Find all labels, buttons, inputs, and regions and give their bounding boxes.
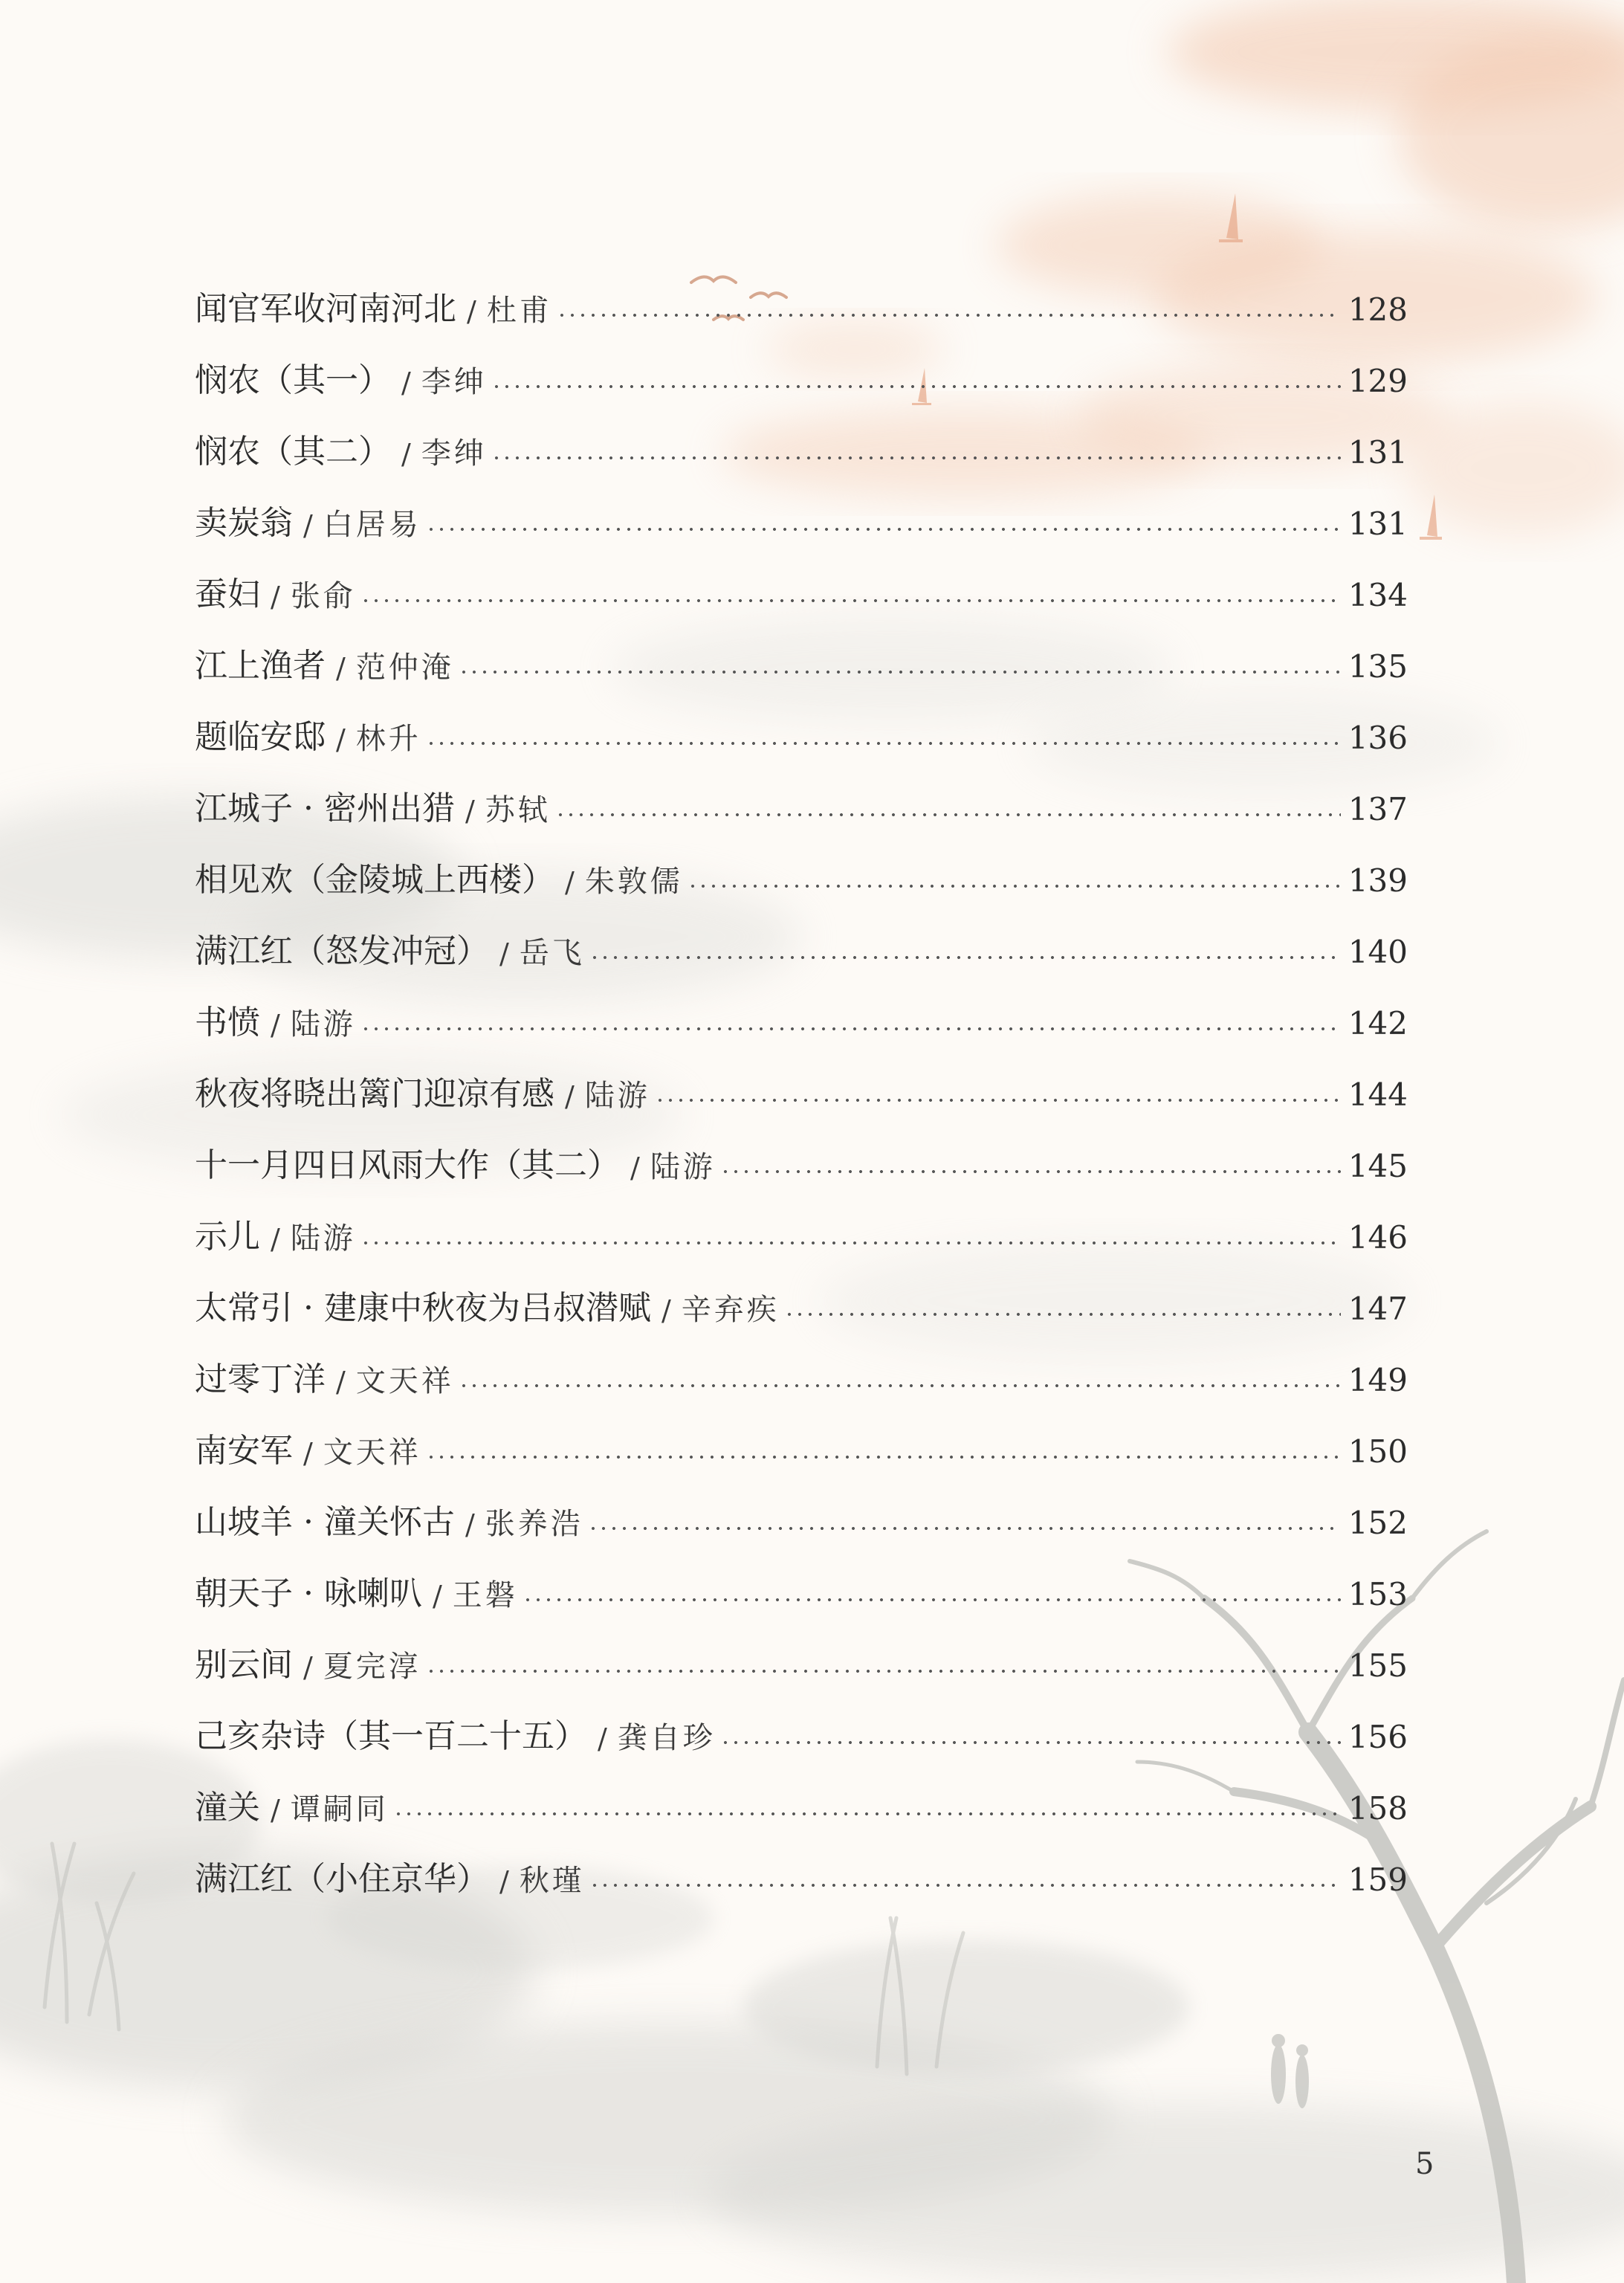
toc-entry-page: 136 <box>1348 720 1408 756</box>
toc-entry-separator: / <box>303 1651 313 1684</box>
toc-entry[interactable] <box>195 1182 1408 1256</box>
toc-entry-author: 辛弃疾 <box>681 1293 780 1327</box>
toc-entry-separator: / <box>630 1152 640 1184</box>
toc-entry-page: 131 <box>1348 434 1408 471</box>
toc-entry-title: 太常引 · 建康中秋夜为吕叔潜赋 <box>195 1289 651 1327</box>
toc-entry-author: 朱敦儒 <box>584 865 683 899</box>
toc-entry-author: 陆游 <box>290 1007 356 1042</box>
toc-entry-page: 139 <box>1348 862 1408 899</box>
toc-entry-separator: / <box>336 723 346 756</box>
page-number: 5 <box>1415 2147 1434 2181</box>
toc-entry-page: 147 <box>1348 1291 1408 1327</box>
toc-entry[interactable] <box>195 326 1408 397</box>
toc-entry-separator: / <box>271 1009 280 1042</box>
toc-entry-title: 别云间 <box>195 1646 293 1684</box>
toc-entry-page: 153 <box>1348 1576 1408 1612</box>
toc-entry-author: 文天祥 <box>323 1436 421 1470</box>
toc-dot-leader <box>459 669 1341 675</box>
toc-entry[interactable] <box>195 1325 1408 1396</box>
toc-entry-separator: / <box>465 795 475 827</box>
toc-entry-author: 秋瑾 <box>519 1864 585 1898</box>
toc-entry[interactable] <box>195 682 1408 754</box>
toc-entry-page: 152 <box>1348 1505 1408 1541</box>
toc-entry-title: 江上渔者 <box>195 647 326 685</box>
toc-entry-title: 满江红（怒发冲冠） <box>195 932 489 970</box>
toc-entry-author: 张俞 <box>290 579 356 613</box>
toc-entry-separator: / <box>661 1294 671 1327</box>
toc-dot-leader <box>459 1383 1341 1389</box>
toc-entry-title: 闻官军收河南河北 <box>195 290 456 328</box>
toc-entry-author: 谭嗣同 <box>290 1792 389 1827</box>
toc-dot-leader <box>393 1811 1341 1817</box>
toc-entry-page: 135 <box>1348 648 1408 685</box>
toc-dot-leader <box>360 1240 1341 1246</box>
toc-entry[interactable] <box>195 1682 1408 1753</box>
toc-entry[interactable] <box>195 540 1408 611</box>
toc-entry-separator: / <box>465 1508 475 1541</box>
toc-entry-title: 示儿 <box>195 1218 260 1256</box>
toc-entry-author: 龚自珍 <box>617 1721 716 1755</box>
toc-dot-leader <box>491 455 1341 461</box>
toc-entry-separator: / <box>303 1437 313 1470</box>
toc-entry-separator: / <box>598 1722 607 1755</box>
toc-dot-leader <box>523 1597 1341 1603</box>
toc-entry[interactable] <box>195 1824 1408 1896</box>
toc-entry[interactable] <box>195 1396 1408 1470</box>
toc-entry-separator: / <box>303 509 313 542</box>
toc-entry-title: 山坡羊 · 潼关怀古 <box>195 1503 455 1541</box>
toc-dot-leader <box>589 955 1341 960</box>
toc-entry-page: 156 <box>1348 1719 1408 1755</box>
toc-entry-title: 书愤 <box>195 1004 260 1042</box>
toc-dot-leader <box>555 812 1341 818</box>
toc-entry[interactable] <box>195 1039 1408 1111</box>
toc-entry-author: 林升 <box>355 722 421 756</box>
toc-entry-separator: / <box>271 1794 280 1827</box>
toc-entry-page: 142 <box>1348 1005 1408 1042</box>
toc-dot-leader <box>360 598 1341 604</box>
table-of-contents <box>195 254 1408 1896</box>
toc-entry-author: 陆游 <box>650 1150 716 1184</box>
toc-entry-title: 相见欢（金陵城上西楼） <box>195 861 554 899</box>
toc-entry-title: 题临安邸 <box>195 718 326 756</box>
toc-entry-title: 南安军 <box>195 1432 293 1470</box>
toc-entry-title: 秋夜将晓出篱门迎凉有感 <box>195 1075 554 1113</box>
toc-entry[interactable] <box>195 1610 1408 1682</box>
toc-entry[interactable] <box>195 754 1408 825</box>
toc-entry-page: 144 <box>1348 1076 1408 1113</box>
toc-entry-page: 159 <box>1348 1861 1408 1898</box>
toc-entry-page: 137 <box>1348 791 1408 827</box>
toc-dot-leader <box>491 384 1341 390</box>
toc-entry-title: 江城子 · 密州出猎 <box>195 789 455 827</box>
toc-dot-leader <box>720 1740 1341 1746</box>
toc-entry-separator: / <box>565 866 575 899</box>
toc-entry-separator: / <box>336 652 346 685</box>
toc-entry-author: 范仲淹 <box>355 650 454 685</box>
toc-entry-separator: / <box>565 1080 575 1113</box>
toc-entry-author: 白居易 <box>323 508 421 542</box>
toc-dot-leader <box>589 1882 1341 1888</box>
toc-entry-page: 155 <box>1348 1647 1408 1684</box>
toc-entry-title: 十一月四日风雨大作（其二） <box>195 1146 620 1184</box>
toc-entry-author: 李绅 <box>421 436 487 471</box>
toc-dot-leader <box>426 526 1341 532</box>
toc-entry-title: 己亥杂诗（其一百二十五） <box>195 1717 587 1755</box>
toc-entry-author: 文天祥 <box>355 1364 454 1398</box>
toc-entry-page: 140 <box>1348 934 1408 970</box>
toc-entry-separator: / <box>401 366 411 399</box>
toc-entry-separator: / <box>499 1865 509 1898</box>
toc-entry-title: 潼关 <box>195 1789 260 1827</box>
toc-dot-leader <box>426 1454 1341 1460</box>
toc-entry-title: 卖炭翁 <box>195 504 293 542</box>
toc-entry-title: 悯农（其一） <box>195 361 391 399</box>
toc-entry-author: 陆游 <box>290 1221 356 1256</box>
toc-entry-separator: / <box>432 1580 442 1612</box>
toc-entry[interactable] <box>195 1467 1408 1539</box>
toc-entry-author: 苏轼 <box>485 793 551 827</box>
toc-entry[interactable] <box>195 1539 1408 1610</box>
toc-dot-leader <box>688 883 1341 889</box>
toc-entry[interactable] <box>195 1253 1408 1325</box>
toc-entry-title: 朝天子 · 咏喇叭 <box>195 1575 422 1612</box>
toc-entry-page: 150 <box>1348 1433 1408 1470</box>
toc-entry[interactable] <box>195 1111 1408 1182</box>
toc-entry-page: 158 <box>1348 1790 1408 1827</box>
toc-entry-author: 陆游 <box>584 1079 650 1113</box>
toc-entry-page: 146 <box>1348 1219 1408 1256</box>
toc-entry[interactable] <box>195 968 1408 1042</box>
toc-dot-leader <box>588 1525 1341 1531</box>
toc-dot-leader <box>720 1169 1341 1175</box>
toc-entry-title: 满江红（小住京华） <box>195 1860 489 1898</box>
toc-entry-author: 夏完淳 <box>323 1650 421 1684</box>
toc-dot-leader <box>784 1311 1341 1317</box>
toc-entry-page: 145 <box>1348 1148 1408 1184</box>
toc-entry[interactable] <box>195 825 1408 897</box>
toc-entry-author: 王磐 <box>452 1578 518 1612</box>
toc-entry[interactable] <box>195 468 1408 540</box>
toc-entry-title: 蚕妇 <box>195 575 260 613</box>
toc-dot-leader <box>426 740 1341 746</box>
toc-dot-leader <box>557 312 1341 318</box>
toc-entry-page: 149 <box>1348 1362 1408 1398</box>
toc-entry-separator: / <box>467 295 476 328</box>
toc-entry-page: 134 <box>1348 577 1408 613</box>
toc-entry-author: 张养浩 <box>485 1507 583 1541</box>
toc-entry-page: 128 <box>1348 291 1408 328</box>
toc-entry-page: 131 <box>1348 506 1408 542</box>
toc-entry-separator: / <box>271 581 280 613</box>
toc-dot-leader <box>426 1668 1341 1674</box>
toc-dot-leader <box>360 1026 1341 1032</box>
toc-entry-separator: / <box>336 1366 346 1398</box>
toc-entry[interactable] <box>195 611 1408 685</box>
toc-entry[interactable] <box>195 897 1408 968</box>
figure-silhouettes <box>1271 2034 1309 2108</box>
toc-entry-page: 129 <box>1348 363 1408 399</box>
toc-entry-separator: / <box>499 937 509 970</box>
toc-entry[interactable] <box>195 1753 1408 1827</box>
toc-entry-title: 悯农（其二） <box>195 433 391 471</box>
toc-entry-author: 岳飞 <box>519 936 585 970</box>
toc-entry-title: 过零丁洋 <box>195 1360 326 1398</box>
toc-entry[interactable] <box>195 254 1408 326</box>
toc-entry-author: 杜甫 <box>486 294 552 328</box>
toc-entry-author: 李绅 <box>421 365 487 399</box>
toc-entry-separator: / <box>401 438 411 471</box>
toc-entry[interactable] <box>195 397 1408 471</box>
toc-dot-leader <box>655 1097 1341 1103</box>
toc-entry-separator: / <box>271 1223 280 1256</box>
